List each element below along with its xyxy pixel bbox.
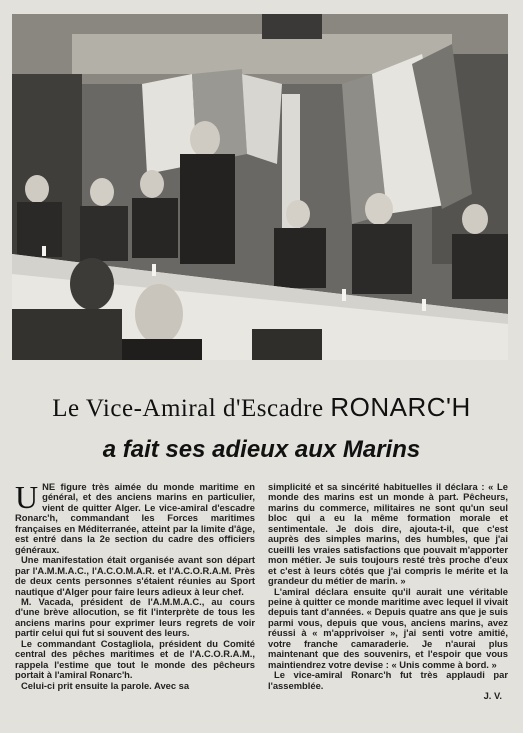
headline xyxy=(0,392,523,423)
signature: J. V. xyxy=(483,690,502,702)
headline-name: RONARC'H xyxy=(330,392,471,422)
article-paragraph: Une manifestation était organisée avant son départ par l'A.M.M.A.C., l'A.C.O.M.A.R. et l'A.C.O.R.A.M. Près de deux cents personnes s'étaient réunies au Sport nautique d'Alger pour faire leurs adieux à leur chef. xyxy=(15,554,255,597)
drop-cap: U xyxy=(15,479,39,515)
photo-illustration xyxy=(12,14,508,360)
article-paragraph: Le commandant Costagliola, président du Comité central des pêches maritimes et de l'A.C.O.R.A.M., rappela l'estime que tout le monde des pêcheurs portait à l'amiral Ronarc'h. xyxy=(15,637,255,681)
article-paragraph: L'amiral déclara ensuite qu'il aurait une véritable peine à quitter ce monde maritime avec lequel il vivait depuis tant d'années. « Depuis quatre ans que je suis parmi vous, depuis que vous, anciens marins, avez réussi à « m'apprivoiser », j'ai senti votre amitié, votre franche camaraderie. Je n'aurai plus maintenant que des souvenirs, et l'espoir que vous maintiendrez votre devise : « Unis comme à bord. » xyxy=(268,585,508,670)
article-column-2 xyxy=(268,482,508,702)
article-paragraph: Celui-ci prit ensuite la parole. Avec sa xyxy=(21,679,190,691)
banquet-photo xyxy=(12,14,508,360)
article-column-1 xyxy=(15,479,255,691)
article-paragraph: Le vice-amiral Ronarc'h fut très applaudi par l'assemblée. xyxy=(268,669,508,691)
subheadline: a fait ses adieux aux Marins xyxy=(102,436,421,463)
article-paragraph: simplicité et sa sincérité habituelles il déclara : « Le monde des marins est un monde à part. Pêcheurs, marins du commerce, militaires ne sont qu'un seul bloc qui a eu la même formation morale et sentimentale. Je dois dire, ajouta-t-il, que c'est auprès des simples marins, des humbles, que j'ai cueilli les vraies satisfactions que pouvait m'apporter mon métier. Je suis toujours resté très proche d'eux et c'est à leurs côtés que j'ai compris le mérite et la grandeur du métier de marin. » xyxy=(268,481,508,587)
headline-part1: Le Vice-Amiral d'Escadre xyxy=(52,395,331,422)
article-paragraph xyxy=(15,479,255,555)
article-paragraph: M. Vacada, président de l'A.M.M.A.C., au cours d'une brève allocution, se fit l'interprète de tous les anciens marins pour exprimer leurs regrets de voir partir celui qui fut si souvent des leurs. xyxy=(15,595,255,639)
paragraph-text: NE figure très aimée du monde maritime en général, et des anciens marins en particulier, vient de quitter Alger. Le vice-amiral d'escadre Ronarc'h, commandant les Forces maritimes françaises en Méditerranée, atteint par la limite d'âge, est entré dans la 2e section du cadre des officiers généraux. xyxy=(15,481,255,555)
